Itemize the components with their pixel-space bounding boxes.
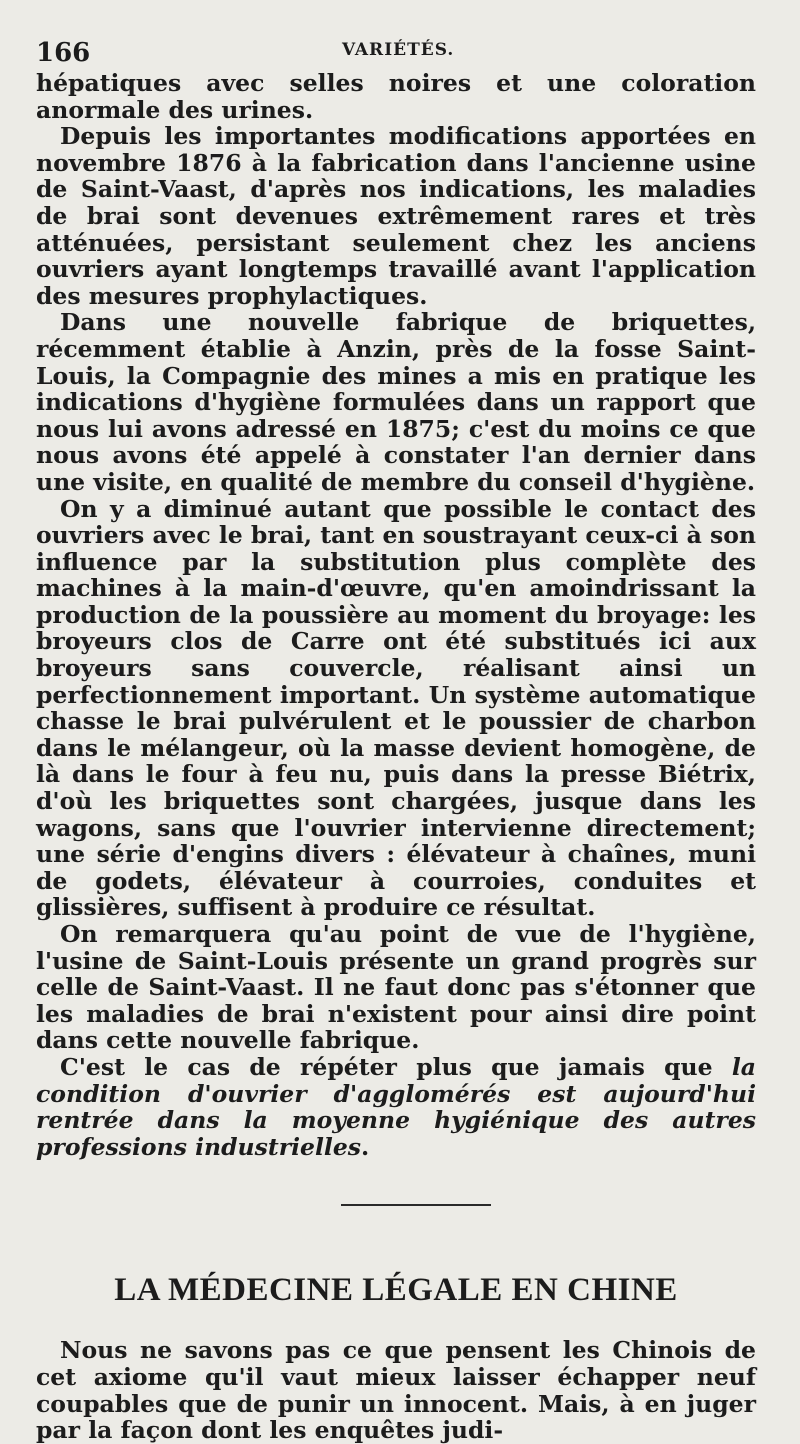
paragraph: Dans une nouvelle fabrique de briquettes, récemment établie à Anzin, près de la fosse Saint-Louis, la Compagnie des mines a mis en pratique les indications d'hygiène formulées dans un rapport que nous lui avons adressé en 1875; c'est du moins ce que nous avons été appelé à constater l'an dernier dans une visite, en qualité de membre du conseil d'hygiène.: [36, 308, 756, 496]
section-body: [36, 1337, 756, 1443]
conclusion-lead: C'est le cas de répéter plus que jamais que: [60, 1052, 732, 1081]
conclusion-paragraph: [36, 1054, 756, 1160]
conclusion-end: .: [361, 1132, 370, 1161]
running-head: [36, 34, 756, 70]
paragraph: hépatiques avec selles noires et une coloration anormale des urines.: [36, 69, 756, 124]
page-number: 166: [36, 38, 91, 68]
paragraph: On y a diminué autant que possible le contact des ouvriers avec le brai, tant en soustrayant ceux-ci à son influence par la substitution plus complète des machines à la main-d'œuvre, qu'en amoindrissant la production de la poussière au moment du broyage: les broyeurs clos de Carre ont été substitués ici aux broyeurs sans couvercle, réalisant ainsi un perfectionnement important. Un système automatique chasse le brai pulvérulent et le poussier de charbon dans le mélangeur, où la masse devient homogène, de là dans le four à feu nu, puis dans la presse Biétrix, d'où les briquettes sont chargées, jusque dans les wagons, sans que l'ouvrier intervienne directement; une série d'engins divers : élévateur à chaînes, muni de godets, élévateur à courroies, conduites et glissières, suffisent à produire ce résultat.: [36, 494, 756, 922]
article-body: [36, 70, 756, 1160]
paragraph: Depuis les importantes modifications apportées en novembre 1876 à la fabrication dans l'ancienne usine de Saint-Vaast, d'après nos indications, les maladies de brai sont devenues extrêmement rares et très atténuées, persistant seulement chez les anciens ouvriers ayant longtemps travaillé avant l'application des mesures prophylactiques.: [36, 122, 756, 310]
paragraph: On remarquera qu'au point de vue de l'hygiène, l'usine de Saint-Louis présente un grand progrès sur celle de Saint-Vaast. Il ne faut donc pas s'étonner que les maladies de brai n'existent pour ainsi dire point dans cette nouvelle fabrique.: [36, 920, 756, 1055]
section-title: LA MÉDECINE LÉGALE EN CHINE: [114, 1272, 678, 1309]
running-title: VARIÉTÉS.: [342, 40, 455, 60]
conclusion-italic: la condition d'ouvrier d'agglomérés est aujourd'hui rentrée dans la moyenne hygiénique des autres professions industrielles: [36, 1052, 756, 1161]
paragraph: Nous ne savons pas ce que pensent les Chinois de cet axiome qu'il vaut mieux laisser échapper neuf coupables que de punir un innocent. Mais, à en juger par la façon dont les enquêtes judi-: [36, 1336, 756, 1444]
section-divider: [341, 1204, 491, 1206]
